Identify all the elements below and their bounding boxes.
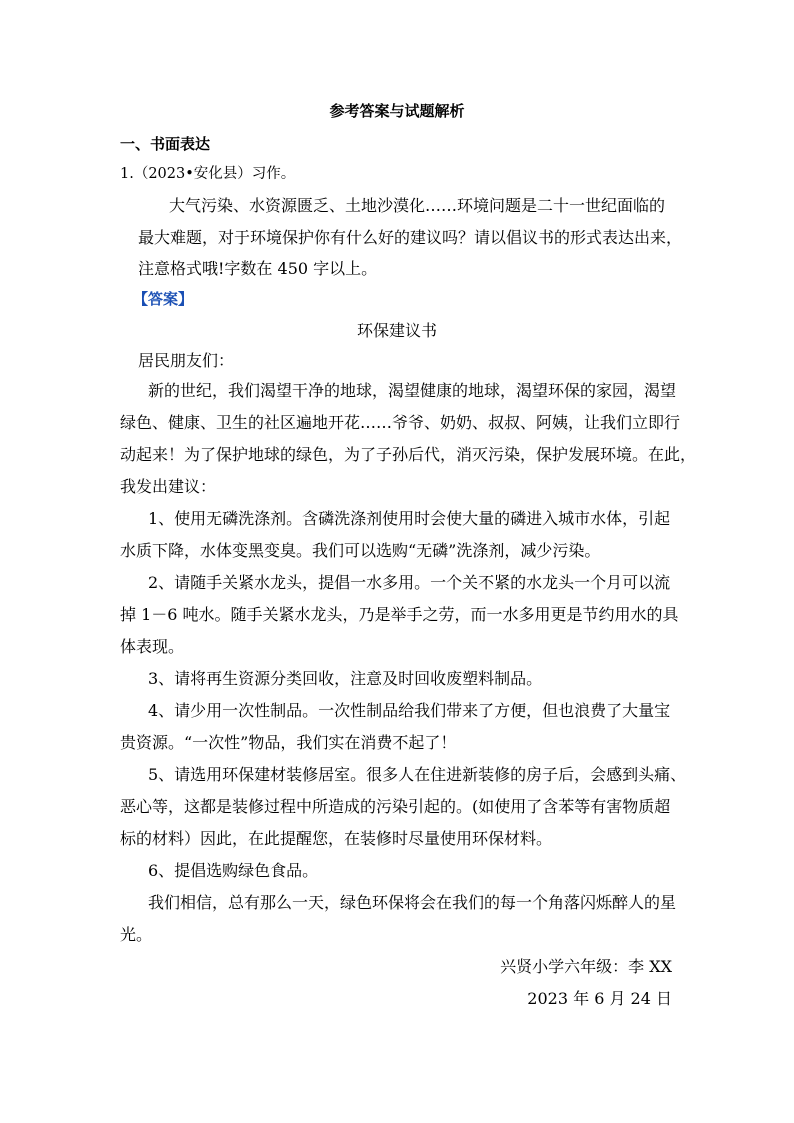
question-number: 1.（2023•安化县）习作。 xyxy=(120,166,296,182)
body-line: 4、请少用一次性制品。一次性制品给我们带来了方便，但也浪费了大量宝 xyxy=(148,701,671,720)
prompt-line: 注意格式哦!字数在 450 字以上。 xyxy=(138,259,378,278)
body-line: 标的材料）因此，在此提醒您，在装修时尽量使用环保材料。 xyxy=(120,829,553,848)
body-line: 我发出建议： xyxy=(120,477,217,496)
body-line: 动起来！为了保护地球的绿色，为了子孙后代，消灭污染，保护发展环境。在此， xyxy=(120,445,697,464)
body-line: 我们相信，总有那么一天，绿色环保将会在我们的每一个角落闪烁醉人的星 xyxy=(148,893,677,912)
body-line: 掉 1－6 吨水。随手关紧水龙头，乃是举手之劳，而一水多用更是节约用水的具 xyxy=(120,605,679,624)
date: 2023 年 6 月 24 日 xyxy=(527,989,672,1008)
section-heading: 一、书面表达 xyxy=(120,135,211,153)
body-line: 新的世纪，我们渴望干净的地球，渴望健康的地球，渴望环保的家园，渴望 xyxy=(148,381,677,400)
body-line: 贵资源。“一次性”物品，我们实在消费不起了！ xyxy=(120,733,457,752)
page-title: 参考答案与试题解析 xyxy=(329,102,465,120)
body-line: 5、请选用环保建材装修居室。很多人在住进新装修的房子后，会感到头痛、 xyxy=(148,765,687,784)
essay-title: 环保建议书 xyxy=(356,321,437,340)
body-line: 恶心等，这都是装修过程中所造成的污染引起的。(如使用了含苯等有害物质超 xyxy=(120,797,671,816)
body-line: 水质下降，水体变黑变臭。我们可以选购“无磷”洗涤剂，减少污染。 xyxy=(120,541,601,560)
body-line: 2、请随手关紧水龙头，提倡一水多用。一个关不紧的水龙头一个月可以流 xyxy=(148,573,671,592)
salutation: 居民朋友们： xyxy=(138,351,235,370)
body-line: 绿色、健康、卫生的社区遍地开花……爷爷、奶奶、叔叔、阿姨，让我们立即行 xyxy=(120,413,681,432)
body-line: 1、使用无磷洗涤剂。含磷洗涤剂使用时会使大量的磷进入城市水体，引起 xyxy=(148,509,671,528)
body-line: 光。 xyxy=(120,925,153,944)
prompt-line: 最大难题，对于环境保护你有什么好的建议吗？请以倡议书的形式表达出来， xyxy=(138,228,683,247)
answer-tag: 【答案】 xyxy=(133,290,194,308)
body-line: 体表现。 xyxy=(120,637,185,656)
signature: 兴贤小学六年级：李 XX xyxy=(500,957,672,976)
body-line: 3、请将再生资源分类回收，注意及时回收废塑料制品。 xyxy=(148,669,543,688)
prompt-line: 大气污染、水资源匮乏、土地沙漠化……环境问题是二十一世纪面临的 xyxy=(169,196,666,215)
body-line: 6、提倡选购绿色食品。 xyxy=(148,861,319,880)
